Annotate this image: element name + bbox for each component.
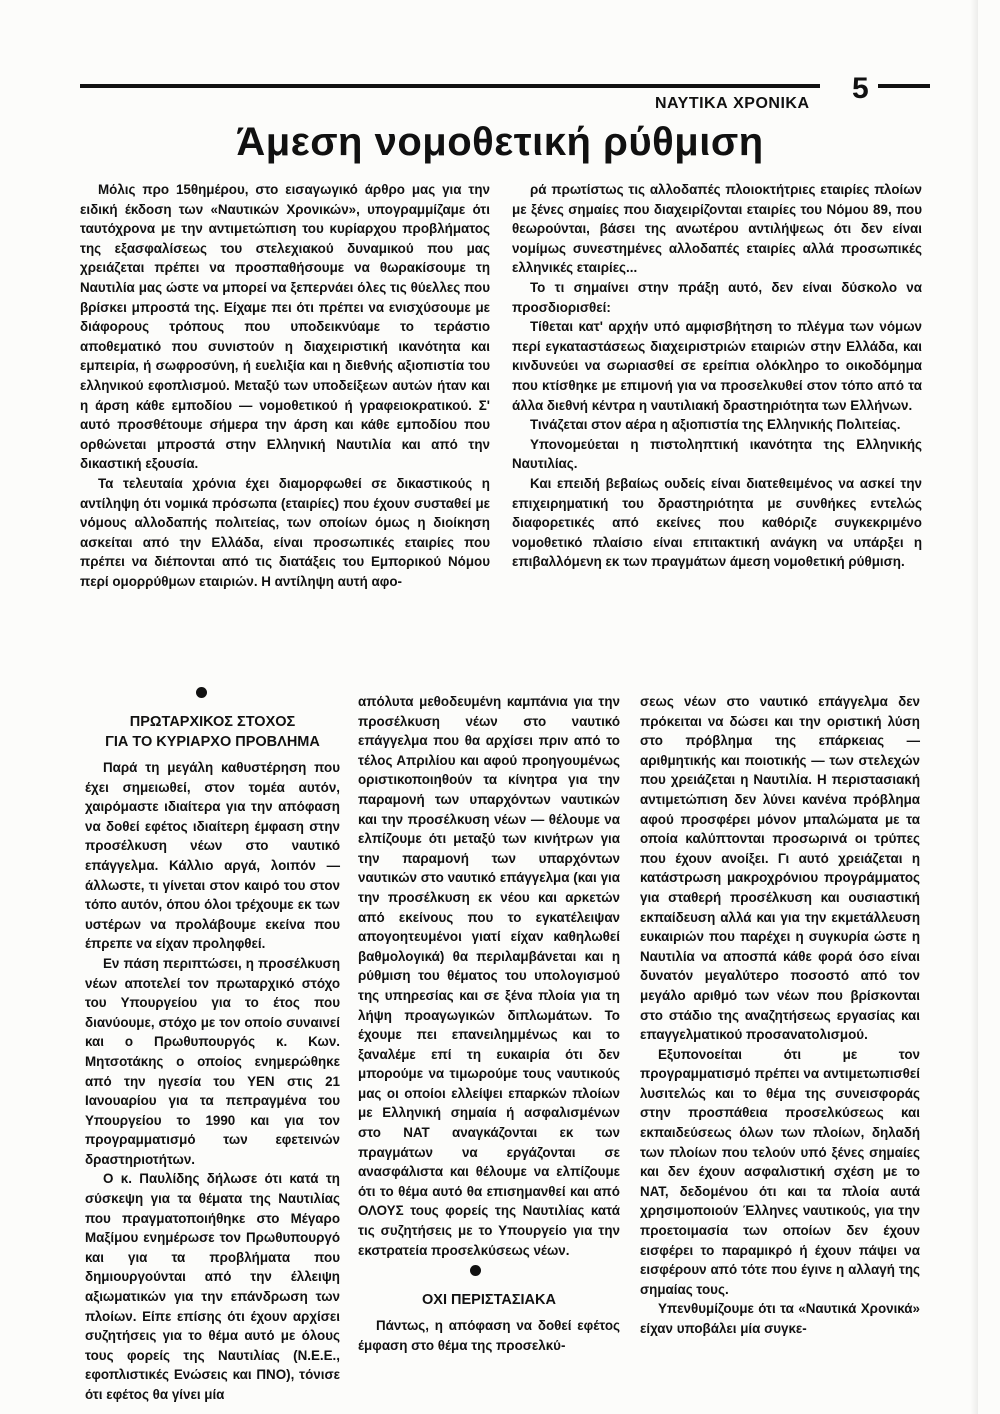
section1-column [85, 712, 340, 1405]
section1-paragraph: Ο κ. Παυλίδης δήλωσε ότι κατά τη σύσκεψη για τα θέματα της Ναυτιλίας που πραγματοποιήθηκε στο Μέγαρο Μαξίμου ενημέρωσε τον Πρωθυπουργό και για τα προβλήματα που δημιουργούνται από την έλλειψη αξιωματικών για την επάνδρωση των πλοίων. Είπε επίσης ότι έχουν αρχίσει συζητήσεις για το θέμα αυτό με όλους τους φορείς της Ναυτιλίας (Ν.Ε.Ε., εφοπλιστικές Ενώσεις και ΠΝΟ), τόνισε ότι εφέτος θα γίνει μία [85, 1171, 340, 1402]
middle-paragraph: απόλυτα μεθοδευμένη καμπάνια για την προσέλκυση νέων στο ναυτικό επάγγελμα που θα αρχίσει πριν από το τέλος Απριλίου και αφού προηγουμένως οριστικοποιηθούν τα κίνητρα για την παραμονή των υπαρχόντων ναυτικών και την προσέλκυση νέων — θέλουμε να ελπίζουμε ότι μεταξύ των κινήτρων για την παραμονή των υπαρχόντων ναυτικών στο ναυτικό επάγγελμα (και για την προσέλκυση εκ νέου και αρκετών από εκείνους που το εγκατέλειψαν απογοητευμένοι γιατί είχαν καθηλωθεί βαθμολογικά) θα περιλαμβάνεται και η ρύθμιση του θέματος του υπολογισμού της υπηρεσίας και σε ξένα πλοία για τη λήψη προαγωγικών διπλωμάτων. Το έχουμε πει επανειλημμένως και το ξαναλέμε επί τη ευκαιρία ότι δεν μπορούμε να τιμωρούμε τους ναυτικούς μας οι οποίοι ελλείψει επαρκών πλοίων με Ελληνική σημαία ή ασφαλισμένων στο ΝΑΤ αναγκάζονται εκ των πραγμάτων να εργάζονται σε ανασφάλιστα και θέλουμε να ελπίζουμε ότι το θέμα αυτό θα επισημανθεί και από ΟΛΟΥΣ τους φορείς της Ναυτιλίας κατά τις συζητήσεις με το Υπουργείο για την εκστρατεία προσελκύσεως νέων. [358, 694, 620, 1258]
headline: Άμεση νομοθετική ρύθμιση [236, 120, 764, 164]
header-rule-left [80, 84, 820, 88]
lead-paragraph: Τα τελευταία χρόνια έχει διαμορφωθεί σε δικαστικούς η αντίληψη ότι νομικά πρόσωπα (εταιρίες) που έχουν συσταθεί με νόμους αλλοδαπής πολιτείας, των οποίων όμως η διοίκηση ασκείται από την Ελλάδα, είναι προσωπικές εταιρίες που πρέπει να διέπονται από τις διατάξεις του Εμπορικού Νόμου περί ομορρύθμων εταιριών. Η αντίληψη αυτή αφο- [80, 475, 490, 589]
section1-paragraph: Εν πάση περιπτώσει, η προσέλκυση νέων αποτελεί τον πρωταρχικό στόχο του Υπουργείου για το έτος που διανύουμε, στόχο με τον οποίο συναινεί και ο Πρωθυπουργός κ. Κων. Μητσοτάκης ο οποίος ενημερώθηκε από την ηγεσία του ΥΕΝ στις 21 Ιανουαρίου για τα πεπραγμένα του Υπουργείου το 1990 και για τον προγραμματισμό των εφετεινών δραστηριοτήτων. [85, 955, 340, 1167]
lead-paragraph: ρά πρωτίστως τις αλλοδαπές πλοιοκτήτριες εταιρίες πλοίων με ξένες σημαίες που διαχειρίζονται εταιρίες του Νόμου 89, που θεωρούνται, βάσει της ανωτέρου αντιλήψεως ότι δεν είναι νομίμως συνεστημένες αλλοδαπές εταιρίες αλλά προσωπικές ελληνικές εταιρίες... [512, 182, 922, 276]
lead-paragraph: Τινάζεται στον αέρα η αξιοπιστία της Ελληνικής Πολιτείας. [530, 417, 901, 433]
header-rule-right [878, 84, 930, 88]
lead-right-column [512, 180, 922, 572]
section2-paragraph: Πάντως, η απόφαση να δοθεί εφέτος έμφαση στο θέμα της προσελκύ- [358, 1318, 620, 1353]
right-paragraph: Εξυπονοείται ότι με τον προγραμματισμό πρέπει να αντιμετωπισθεί λυσιτελώς και το θέμα της συνεισφοράς στην προσπάθεια προσελκύσεως και εκπαιδεύσεως όλων των πλοίων, δηλαδή των πλοίων που τελούν υπό ξένες σημαίες και δεν έχουν ασφαλιστική σχέση με το ΝΑΤ, δεδομένου ότι και τα πλοία αυτά χρησιμοποιούν Έλληνες ναυτικούς, για την προετοιμασία των οποίων δεν έχουν εισφέρει το παραμικρό ή έχουν πάψει να εισφέρουν από τότε που έγινε η αλλαγή της σημαίας τους. [640, 1046, 920, 1297]
lead-paragraph: Μόλις προ 15θημέρου, στο εισαγωγικό άρθρο μας για την ειδική έκδοση των «Ναυτικών Χρονικών», υπογραμμίζαμε ότι ταυτόχρονα με την αντιμετώπιση του κυρίαρχου προβλήματος της εξασφαλίσεως του στελεχιακού δυναμικού που μας χρειάζεται πρέπει να προσπαθήσουμε να θωρακίσουμε τη Ναυτιλία μας ώστε να μπορεί να ξεπερνάει όλες τις θύελλες που βρίσκει μπροστά της. Είχαμε πει ότι πρέπει να ενισχύσουμε με διάφορους τρόπους που υποδεικνύαμε το τεράστιο αποθεματικό που συνιστούν η διαχειριστική ικανότητα και εμπειρία, ή σωφροσύνη, ή ευελιξία και η διεθνής αξιοπιστία του ελληνικού εφοπλισμού. Μεταξύ των υποδείξεων αυτών ήταν και η άρση κάθε εμποδίου — νομοθετικού ή γραφειοκρατικού. Σ' αυτό προσθέτουμε σήμερα την άρση και κάθε εμποδίου που ορθώνεται μπροστά στην Ελληνική Ναυτιλία και από την δικαστική εξουσία. [80, 182, 490, 472]
section1-paragraph: Παρά τη μεγάλη καθυστέρηση που έχει σημειωθεί, στον τομέα αυτόν, χαιρόμαστε ιδιαίτερα για την απόφαση να δοθεί εφέτος ιδιαίτερη έμφαση στην προσέλκυση νέων στο ναυτικό επάγγελμα. Κάλλιο αργά, λοιπόν — άλλωστε, τι γίνεται στον καιρό του στον τόπο αυτόν, όπου όλοι τρέχουμε εκ των υστέρων να προλάβουμε εκείνα που έπρεπε να είχαν προληφθεί. [85, 760, 340, 952]
section-bullet [196, 687, 207, 698]
lead-paragraph: Υπονομεύεται η πιστοληπτική ικανότητα της Ελληνικής Ναυτιλίας. [512, 436, 922, 472]
section-bullet [470, 1265, 481, 1276]
lead-paragraph: Τίθεται κατ' αρχήν υπό αμφισβήτηση το πλέγμα των νόμων περί εγκαταστάσεως διαχειριστριών εταιριών στην Ελλάδα, και κινδυνεύει να σωριασθεί σε ερείπια ολόκληρο το οικοδόμημα που κτίσθηκε με επιμονή για να προσελκυθεί στον τόπο από τα άλλα διεθνή κέντρα η ναυτιλιακή δραστηριότητα των Ελλήνων. [512, 319, 922, 413]
section1-title-line2: ΓΙΑ ΤΟ ΚΥΡΙΑΡΧΟ ΠΡΟΒΛΗΜΑ [105, 734, 320, 750]
right-column [640, 692, 920, 1339]
page-edge-shadow [970, 0, 978, 1414]
publication-name: ΝΑΥΤΙΚΑ ΧΡΟΝΙΚΑ [655, 95, 810, 112]
lead-paragraph: Και επειδή βεβαίως ουδείς είναι διατεθειμένος να ασκεί την επιχειρηματική του δραστηριότητα με συνθήκες εντελώς διαφορετικές από εκείνες που καθόριζε συγκεκριμένο νομοθετικό πλαίσιο είναι επιτακτική ανάγκη να υπάρξει η επιβαλλόμενη εκ των πραγμάτων άμεση νομοθετική ρύθμιση. [512, 475, 922, 570]
lead-paragraph: Το τι σημαίνει στην πράξη αυτό, δεν είναι δύσκολο να προσδιορισθεί: [512, 279, 922, 315]
right-paragraph: Υπενθυμίζουμε ότι τα «Ναυτικά Χρονικά» είχαν υποβάλει μία συγκε- [640, 1301, 920, 1336]
middle-column [358, 692, 620, 1260]
section2-title: ΟΧΙ ΠΕΡΙΣΤΑΣΙΑΚΑ [422, 1292, 556, 1308]
section1-title-line1: ΠΡΩΤΑΡΧΙΚΟΣ ΣΤΟΧΟΣ [129, 714, 296, 730]
page-number: 5 [852, 72, 869, 105]
section2-column [358, 1290, 620, 1355]
lead-left-column [80, 180, 490, 591]
right-paragraph: σεως νέων στο ναυτικό επάγγελμα δεν πρόκειται να δώσει και την οριστική λύση στο πρόβλημα της επάρκειας — αριθμητικής και ποιοτικής — των στελεχών που χρειάζεται η Ναυτιλία. Η περιστασιακή αντιμετώπιση δεν λύνει κανένα πρόβλημα αφού προσφέρει μόνον μπαλώματα με τα οποία καλύπτονται προσωρινά οι τρύπες που έχουν ανοίξει. Γι αυτό χρειάζεται η κατάστρωση μακροχρόνιου προγράμματος για σταθερή προσέλκυση και ουσιαστική εκπαίδευση αλλά και για την εκμετάλλευση ευκαιριών που παρέχει η συγκυρία ώστε η Ναυτιλία να αποσπά κάθε φορά όσο είναι δυνατόν μεγαλύτερο ποσοστό από τον μεγάλο αριθμό των νέων που βρίσκονται στο στάδιο της αναζητήσεως εργασίας και επαγγελματικού προσανατολισμού. [640, 694, 920, 1043]
